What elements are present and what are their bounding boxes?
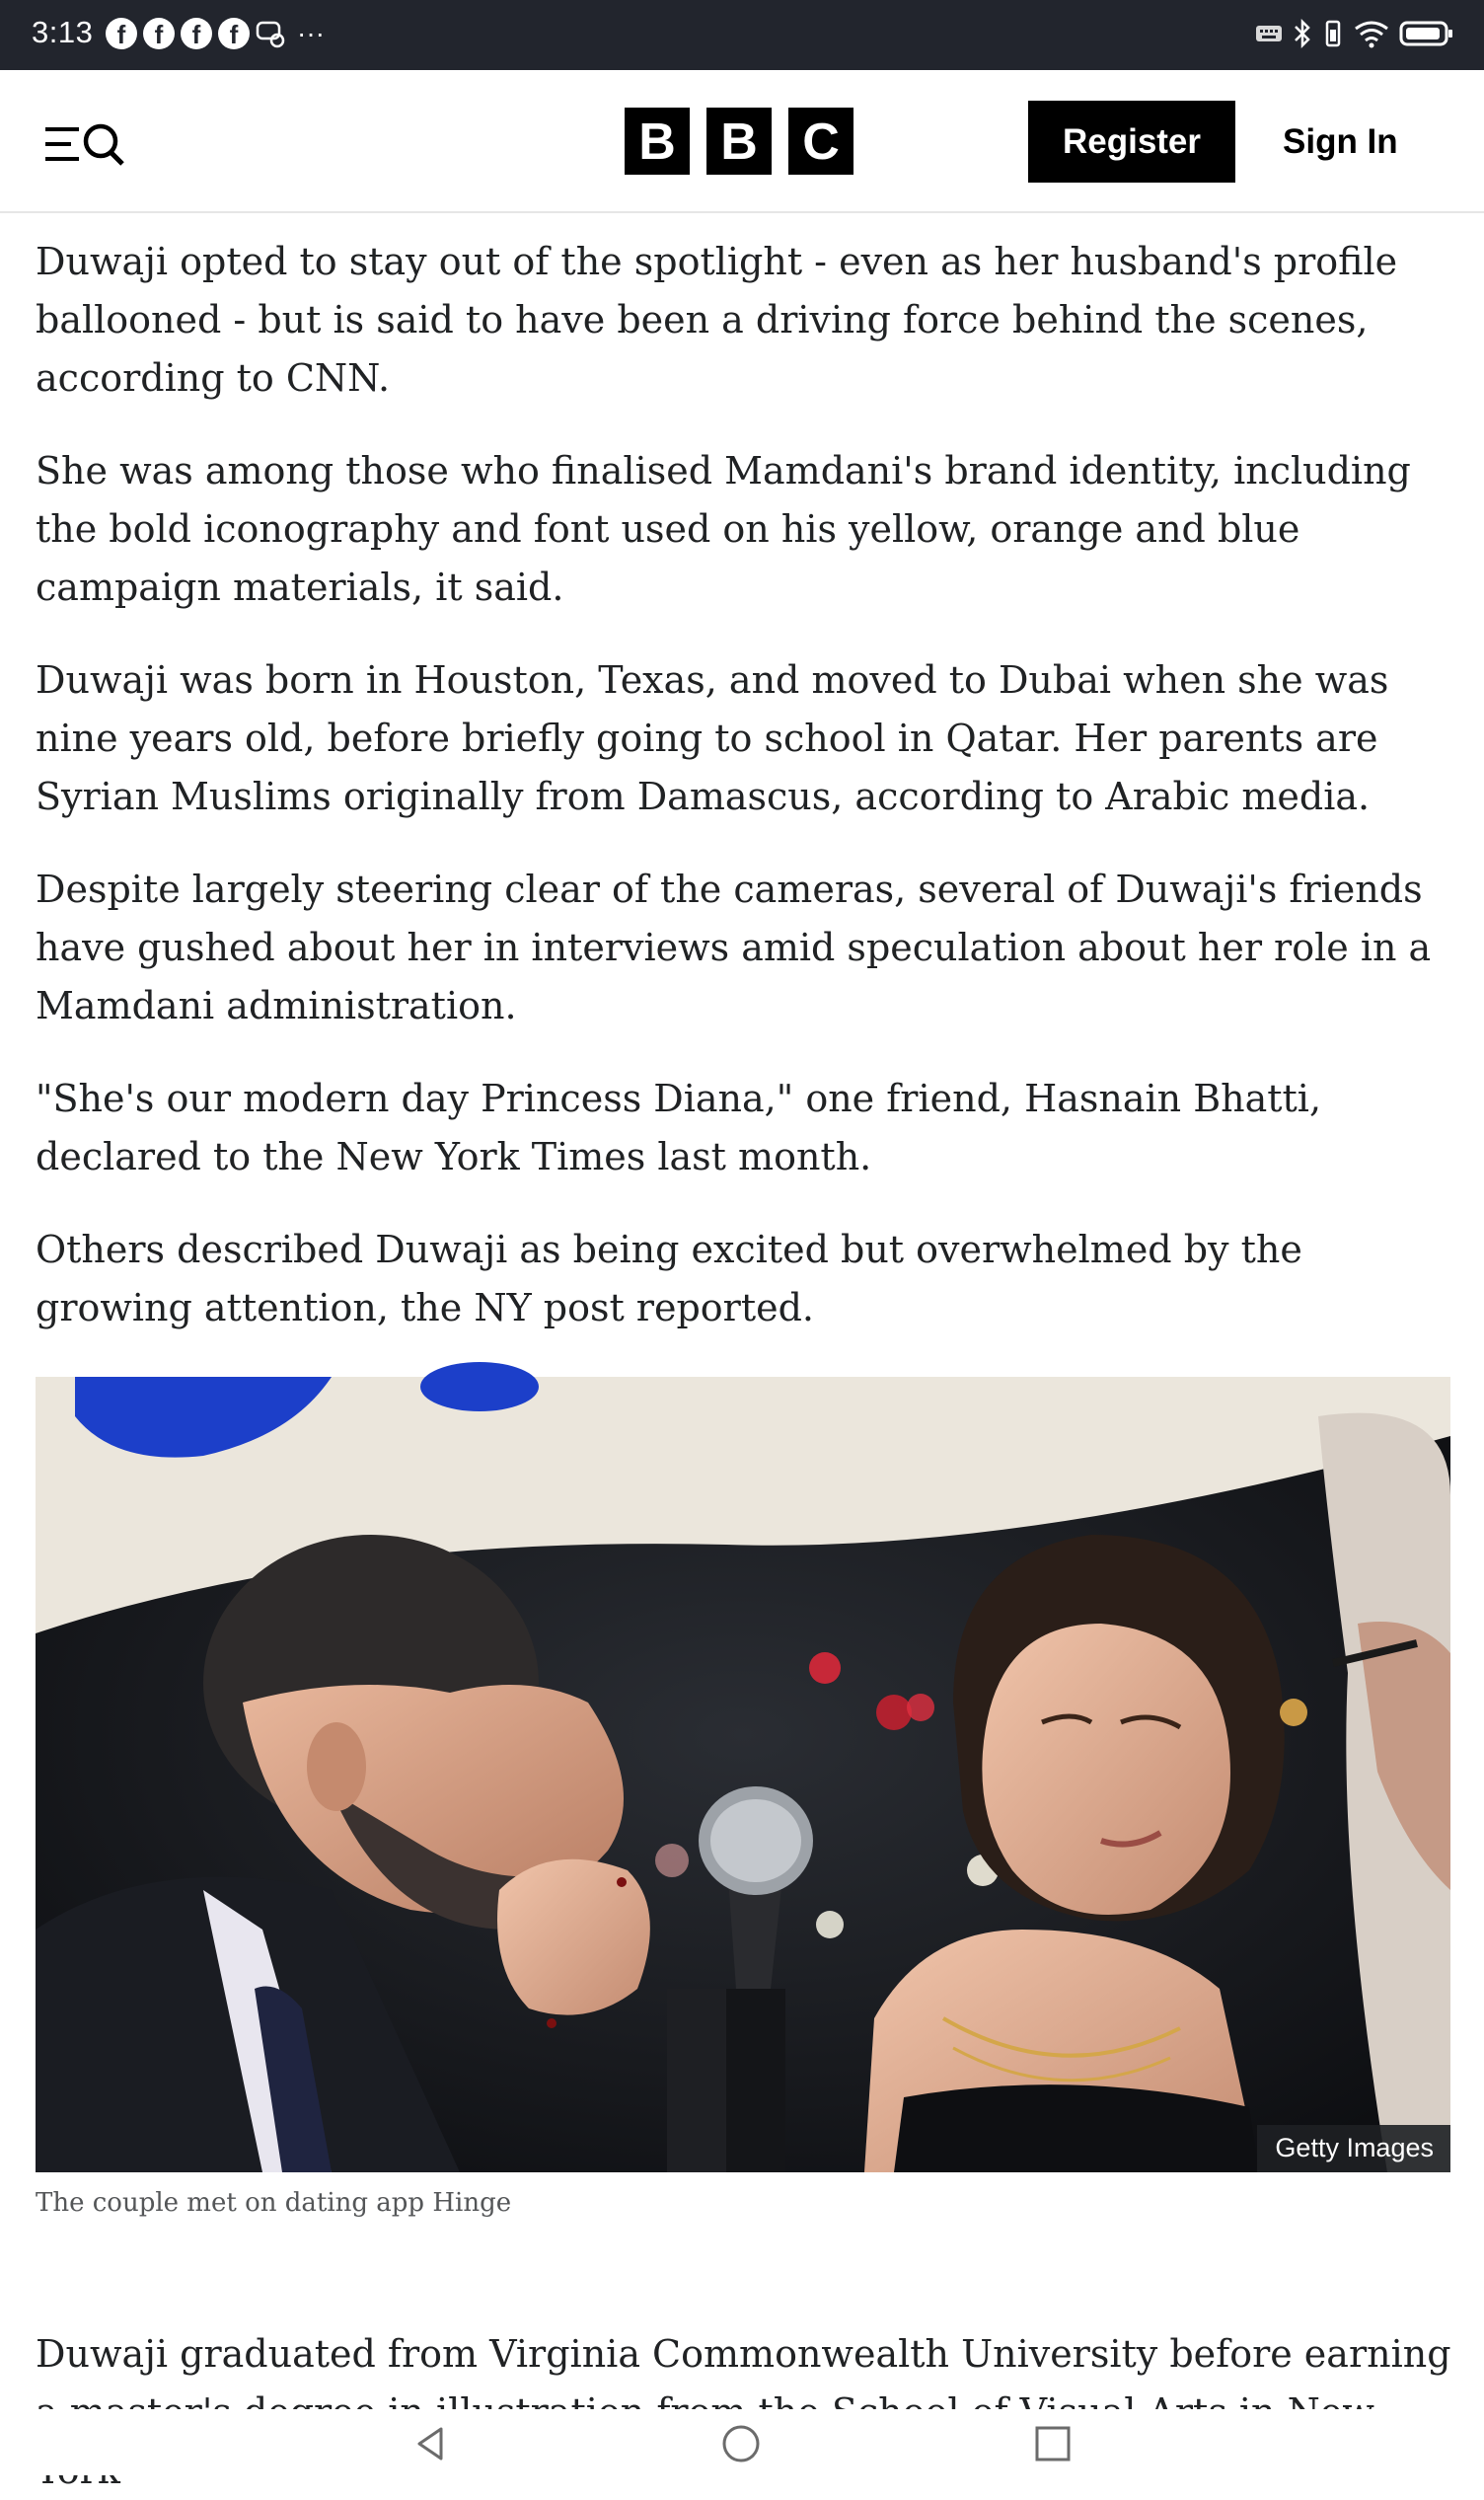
search-icon: [86, 126, 122, 164]
photo-couple-at-microphone: [36, 1377, 1450, 2172]
article-paragraph: Despite largely steering clear of the cameras, several of Duwaji's friends have gushed about her in interviews amid speculation about her role in a Mamdani administration.: [36, 868, 1432, 1027]
home-icon[interactable]: [718, 2421, 764, 2466]
game-controller-icon: [256, 19, 285, 48]
battery-icon: [1399, 19, 1454, 48]
status-bar: [0, 0, 1484, 70]
facebook-notification-icon: f: [181, 18, 212, 49]
article-paragraph: "She's our modern day Princess Diana," one friend, Hasnain Bhatti, declared to the New York Times last month.: [36, 1077, 1322, 1178]
logo-letter: B: [625, 108, 690, 175]
more-notifications-indicator: ···: [297, 18, 325, 48]
article-paragraph: Others described Duwaji as being excited but overwhelmed by the growing attention, the NY post reported.: [36, 1228, 1302, 1329]
image-credit: Getty Images: [1257, 2125, 1450, 2172]
article-paragraph: Duwaji was born in Houston, Texas, and moved to Dubai when she was nine years old, before briefly going to school in Qatar. Her parents are Syrian Muslims originally from Damascus, according to Arabic media.: [36, 658, 1389, 818]
logo-letter: C: [788, 108, 853, 175]
system-navigation-bar: [0, 2409, 1484, 2475]
register-button[interactable]: Register: [1028, 101, 1235, 183]
sign-in-link[interactable]: Sign In: [1283, 122, 1398, 161]
bluetooth-icon: [1293, 18, 1312, 49]
menu-icon: [45, 127, 79, 161]
article-paragraph-cutoff: [36, 2325, 1456, 2409]
status-time: 3:13: [32, 15, 94, 49]
article-image[interactable]: [36, 1377, 1450, 2172]
facebook-notification-icon: f: [218, 18, 250, 49]
facebook-notification-icon: f: [106, 18, 137, 49]
bbc-logo[interactable]: [625, 108, 853, 175]
site-header: [0, 70, 1484, 213]
notification-icons: [106, 18, 325, 49]
article-paragraph: She was among those who finalised Mamdani's brand identity, including the bold iconography and font used on his yellow, orange and blue campaign materials, it said.: [36, 449, 1411, 609]
article-paragraph: Duwaji opted to stay out of the spotlight - even as her husband's profile ballooned - but is said to have been a driving force behind the scenes, according to CNN.: [36, 240, 1398, 400]
system-status-icons: [1255, 18, 1454, 49]
vibrate-icon: [1322, 18, 1344, 49]
recents-icon[interactable]: [1030, 2421, 1076, 2466]
article-paragraph: Duwaji graduated from Virginia Commonwealth University before earning: [36, 2332, 1451, 2376]
keyboard-icon: [1255, 24, 1283, 43]
article-body: [36, 233, 1456, 1372]
wifi-icon: [1354, 19, 1389, 48]
back-icon[interactable]: [408, 2421, 453, 2466]
facebook-notification-icon: f: [143, 18, 175, 49]
image-caption: The couple met on dating app Hinge: [36, 2188, 512, 2218]
menu-search-button[interactable]: [45, 119, 140, 169]
logo-letter: B: [706, 108, 772, 175]
